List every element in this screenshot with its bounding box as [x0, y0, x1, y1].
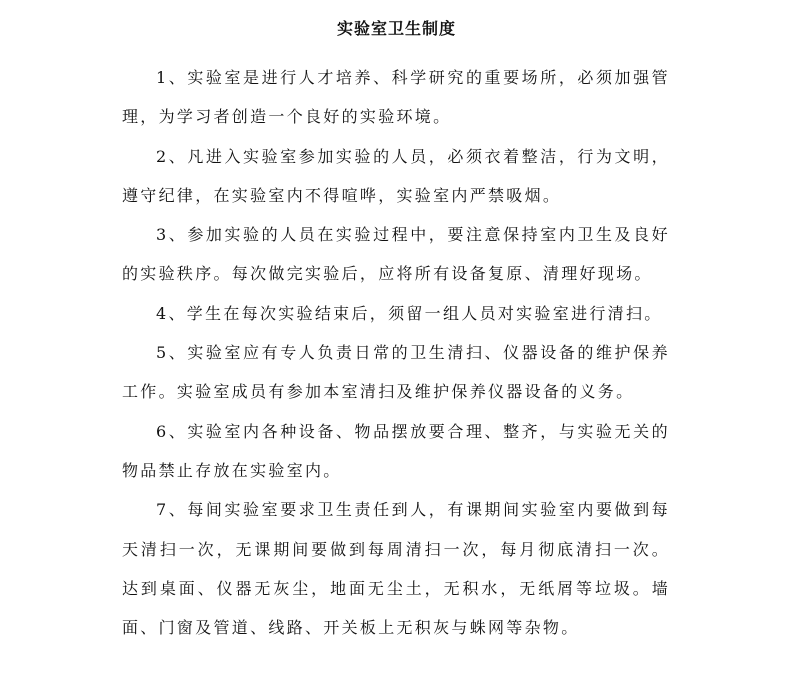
paragraph-1: 1、实验室是进行人才培养、科学研究的重要场所，必须加强管理，为学习者创造一个良好的实验环境。: [122, 68, 670, 127]
paragraph-5: 5、实验室应有专人负责日常的卫生清扫、仪器设备的维护保养工作。实验室成员有参加本室清扫及维护保养仪器设备的义务。: [122, 343, 670, 402]
paragraph-6: 6、实验室内各种设备、物品摆放要合理、整齐，与实验无关的物品禁止存放在实验室内。: [122, 421, 670, 480]
paragraph-2: 2、凡进入实验室参加实验的人员，必须衣着整洁，行为文明，遵守纪律，在实验室内不得喧哗，实验室内严禁吸烟。: [122, 146, 670, 205]
paragraph-7: 7、每间实验室要求卫生责任到人，有课期间实验室内要做到每天清扫一次，无课期间要做到每周清扫一次，每月彻底清扫一次。达到桌面、仪器无灰尘，地面无尘土，无积水，无纸屑等垃圾。墙面、门窗及管道、线路、开关板上无积灰与蛛网等杂物。: [122, 500, 670, 638]
document-body: [122, 58, 670, 647]
paragraph-4: 4、学生在每次实验结束后，须留一组人员对实验室进行清扫。: [156, 303, 663, 323]
paragraph-3: 3、参加实验的人员在实验过程中，要注意保持室内卫生及良好的实验秩序。每次做完实验后，应将所有设备复原、清理好现场。: [122, 225, 670, 284]
document-title: 实验室卫生制度: [336, 19, 456, 38]
